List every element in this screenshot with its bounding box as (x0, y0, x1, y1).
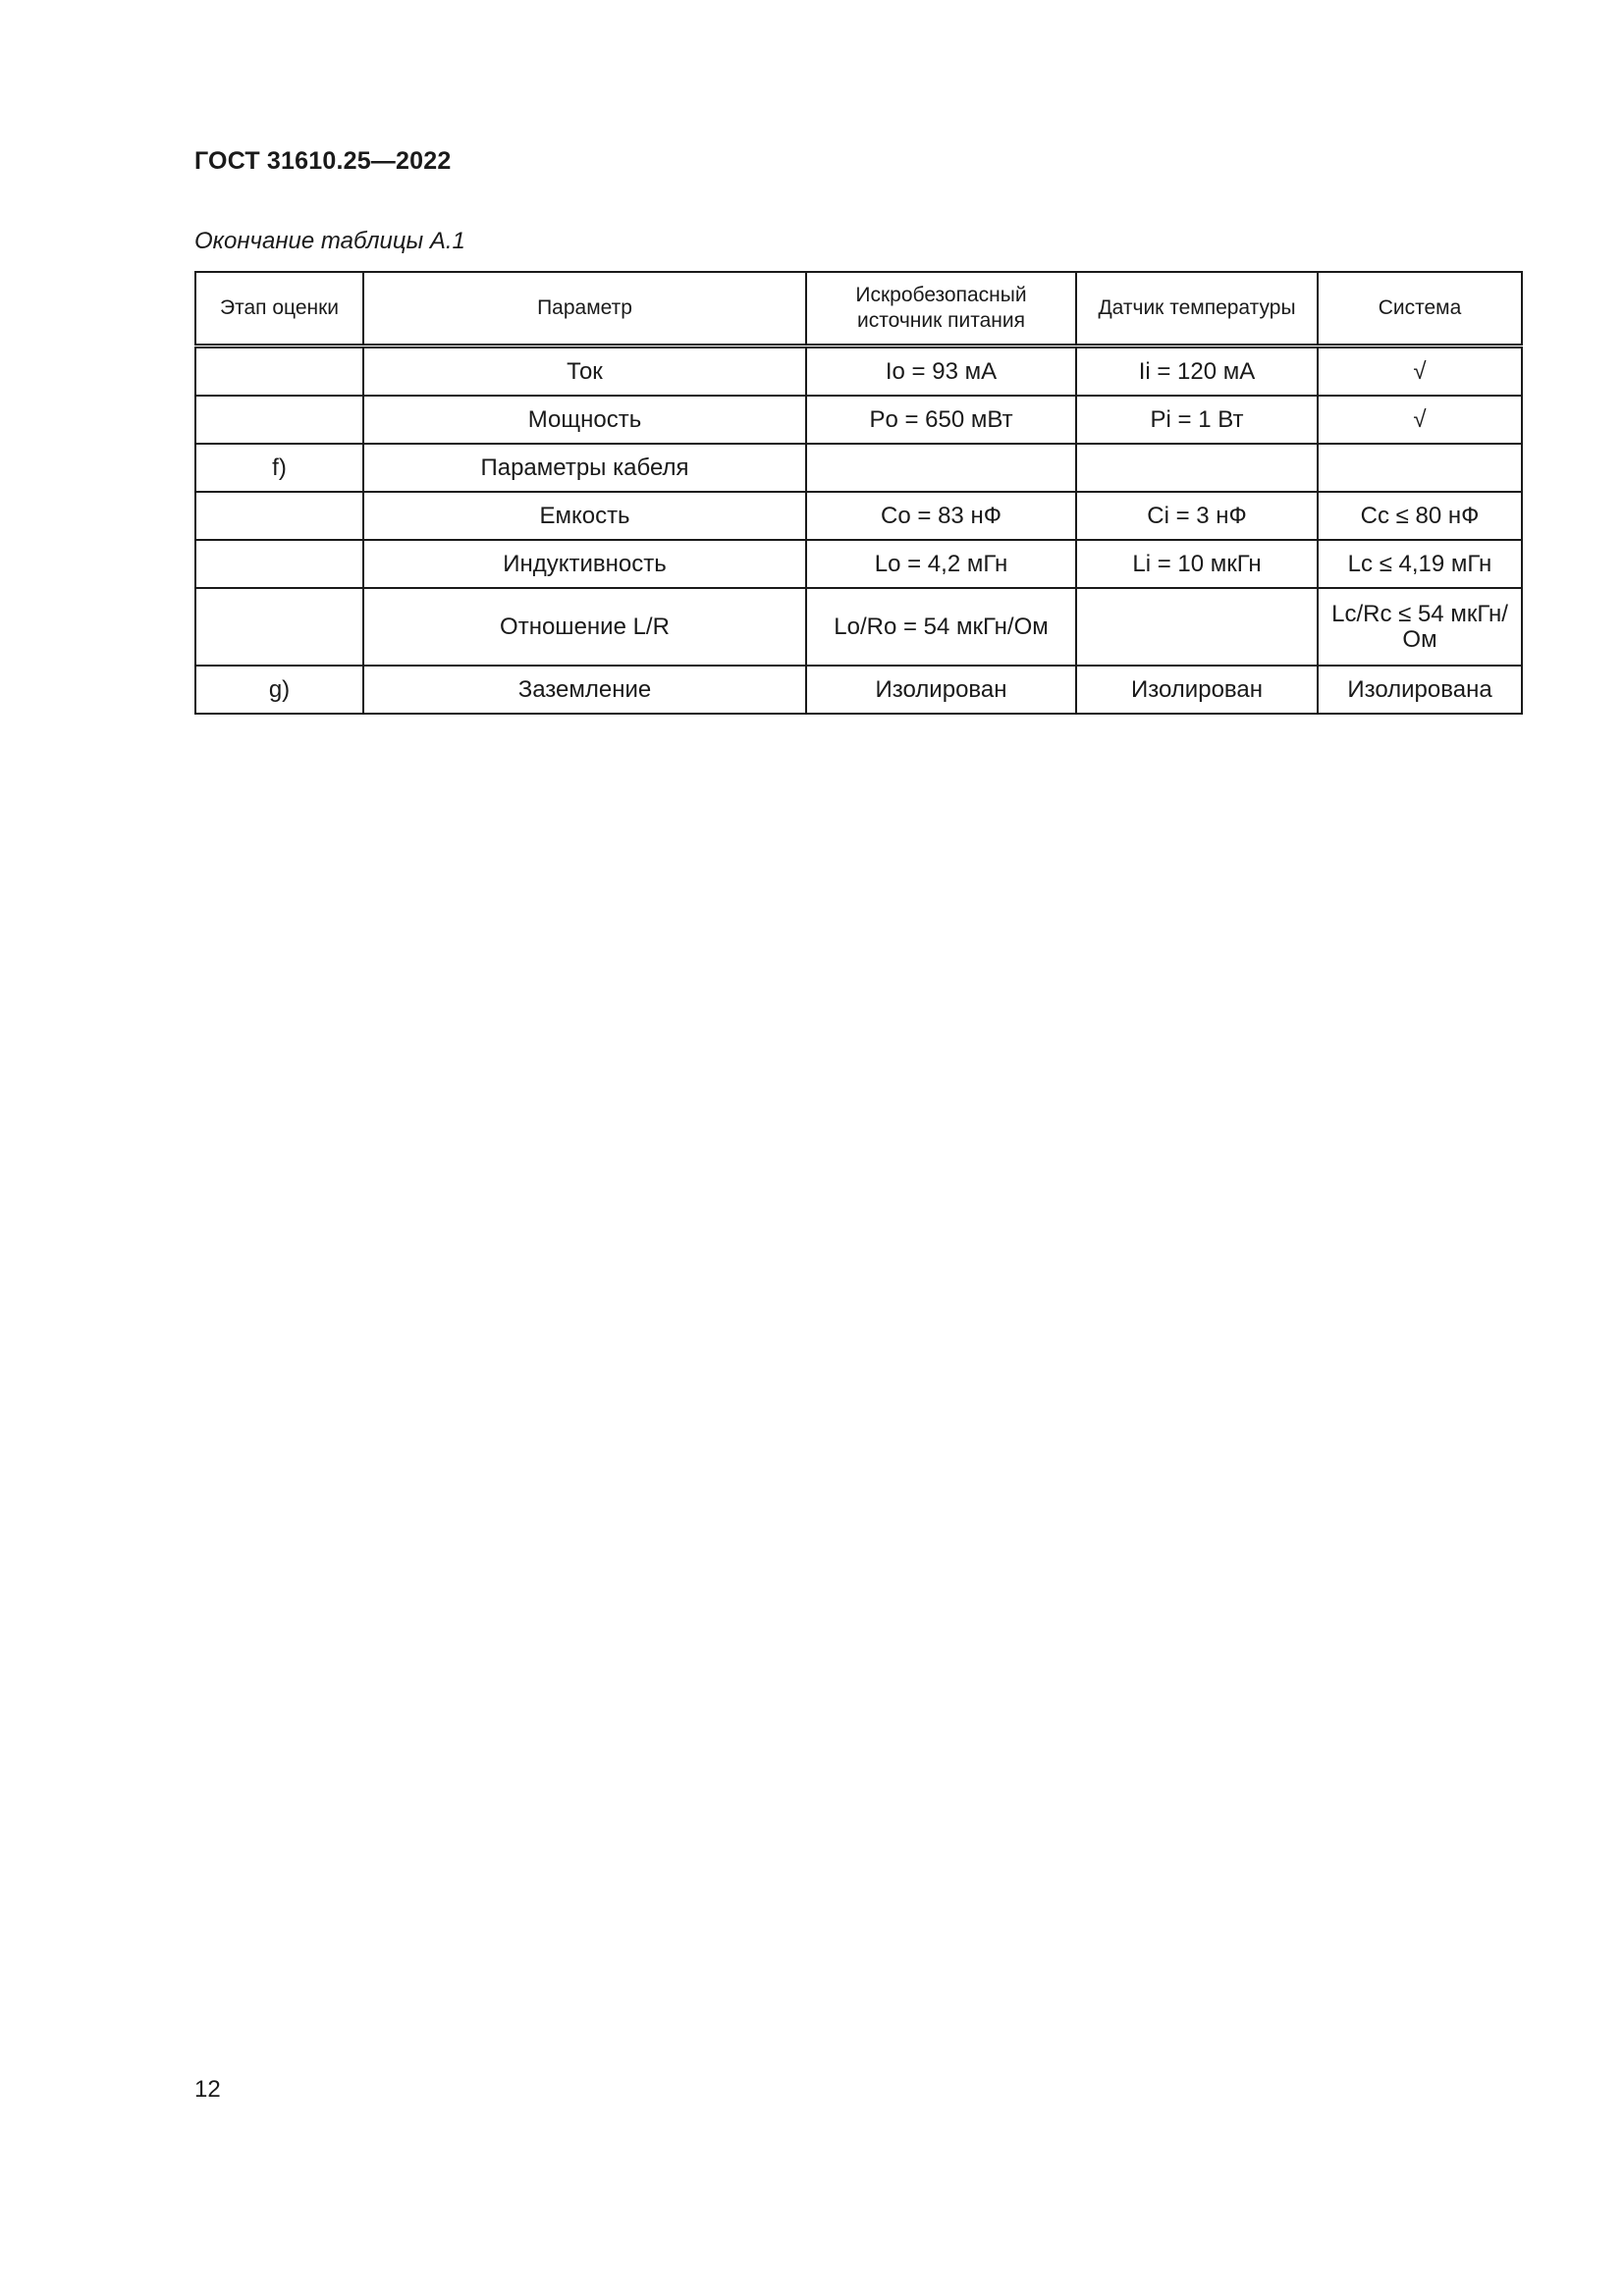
cell-parameter: Индуктивность (363, 540, 806, 588)
column-header-power-source: Искробезопасный источник питания (806, 272, 1076, 347)
cell-sensor: Pi = 1 Вт (1076, 396, 1318, 444)
cell-stage (195, 492, 363, 540)
cell-source: Po = 650 мВт (806, 396, 1076, 444)
cell-stage: f) (195, 444, 363, 492)
cell-sensor: Изолирован (1076, 666, 1318, 714)
cell-parameter: Ток (363, 347, 806, 397)
cell-source: Lo/Ro = 54 мкГн/Ом (806, 588, 1076, 666)
cell-system (1318, 444, 1522, 492)
cell-source (806, 444, 1076, 492)
cell-parameter: Емкость (363, 492, 806, 540)
cell-system: √ (1318, 396, 1522, 444)
table-row (195, 666, 1522, 714)
cell-source: Co = 83 нФ (806, 492, 1076, 540)
column-header-system: Система (1318, 272, 1522, 347)
table-row (195, 540, 1522, 588)
cell-system: Изолирована (1318, 666, 1522, 714)
cell-parameter: Параметры кабеля (363, 444, 806, 492)
cell-parameter: Отношение L/R (363, 588, 806, 666)
cell-system: Cc ≤ 80 нФ (1318, 492, 1522, 540)
cell-sensor (1076, 444, 1318, 492)
cell-source: Io = 93 мА (806, 347, 1076, 397)
cell-sensor: Ci = 3 нФ (1076, 492, 1318, 540)
cell-parameter: Мощность (363, 396, 806, 444)
cell-stage (195, 347, 363, 397)
table-caption: Окончание таблицы А.1 (194, 228, 465, 254)
parameters-table (194, 271, 1523, 715)
table-row (195, 347, 1522, 397)
cell-stage (195, 588, 363, 666)
cell-stage (195, 396, 363, 444)
cell-sensor (1076, 588, 1318, 666)
cell-system: √ (1318, 347, 1522, 397)
table-row (195, 588, 1522, 666)
cell-sensor: Li = 10 мкГн (1076, 540, 1318, 588)
column-header-temperature-sensor: Датчик температуры (1076, 272, 1318, 347)
cell-system: Lc ≤ 4,19 мГн (1318, 540, 1522, 588)
cell-sensor: Ii = 120 мА (1076, 347, 1318, 397)
cell-source: Lo = 4,2 мГн (806, 540, 1076, 588)
table-header-row (195, 272, 1522, 347)
table-row (195, 492, 1522, 540)
column-header-parameter: Параметр (363, 272, 806, 347)
column-header-stage: Этап оценки (195, 272, 363, 347)
page-number: 12 (194, 2076, 221, 2103)
cell-stage (195, 540, 363, 588)
cell-stage: g) (195, 666, 363, 714)
cell-parameter: Заземление (363, 666, 806, 714)
table-row (195, 396, 1522, 444)
cell-system: Lc/Rc ≤ 54 мкГн/Ом (1318, 588, 1522, 666)
table-row (195, 444, 1522, 492)
document-code: ГОСТ 31610.25—2022 (194, 147, 452, 175)
cell-source: Изолирован (806, 666, 1076, 714)
